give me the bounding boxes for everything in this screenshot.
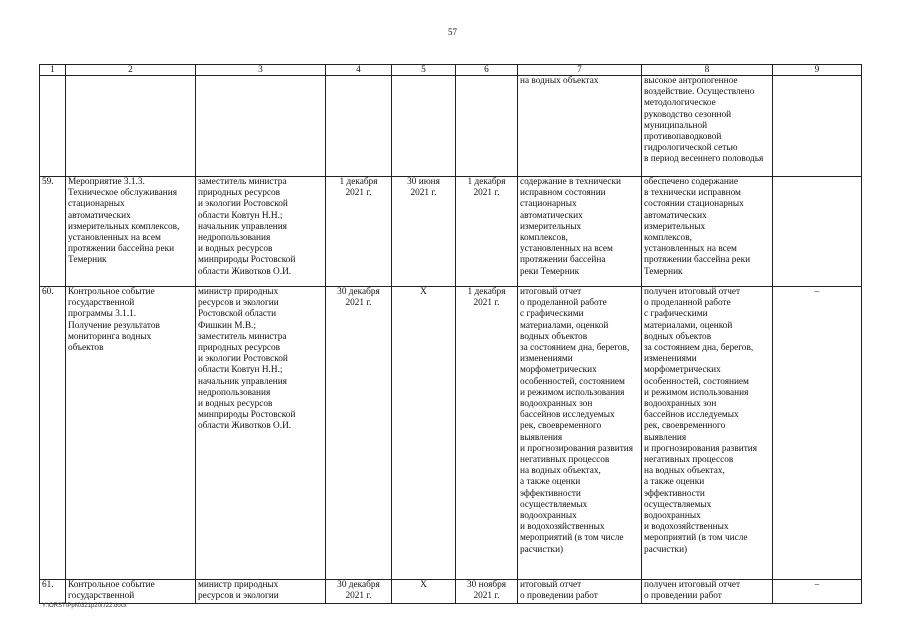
expected-result: содержание в технически исправном состоянии стационарных автоматических измерительных комплексов, установленных на всем протяжении бассейна реки Темерник bbox=[518, 177, 642, 287]
column-number: 1 bbox=[40, 65, 66, 76]
actual-result: обеспечено содержание в технически исправном состоянии стационарных автоматических измерительных комплексов, установленных на всем протяжении бассейна реки Темерник bbox=[642, 177, 773, 287]
planned-date: 1 декабря 2021 г. bbox=[456, 287, 518, 580]
row-number: 59. bbox=[40, 177, 66, 287]
row-number bbox=[40, 76, 66, 177]
end-date: Х bbox=[392, 580, 456, 604]
planned-date bbox=[456, 76, 518, 177]
column-number: 8 bbox=[642, 65, 773, 76]
file-path-footer: Y:\ORST\Ppi\0321p20l.f22.docx bbox=[42, 603, 127, 609]
event-name bbox=[66, 76, 196, 177]
start-date: 30 декабря 2021 г. bbox=[326, 580, 392, 604]
end-date: 30 июня 2021 г. bbox=[392, 177, 456, 287]
table-row bbox=[40, 287, 862, 580]
planned-date: 30 ноября 2021 г. bbox=[456, 580, 518, 604]
page-number: 57 bbox=[448, 27, 457, 37]
table-row bbox=[40, 580, 862, 604]
note bbox=[773, 76, 862, 177]
planned-date: 1 декабря 2021 г. bbox=[456, 177, 518, 287]
responsible: министр природных ресурсов и экологии Ростовской области Фишкин М.В.; заместитель министра природных ресурсов и экологии Ростовской области Ковтун Н.Н.; начальник управления недропользования и водных ресурсов минприроды Ростовской области Животков О.И. bbox=[196, 287, 326, 580]
column-number: 3 bbox=[196, 65, 326, 76]
end-date bbox=[392, 76, 456, 177]
note bbox=[773, 177, 862, 287]
expected-result: итоговый отчет о проведении работ bbox=[518, 580, 642, 604]
row-number: 60. bbox=[40, 287, 66, 580]
column-number: 9 bbox=[773, 65, 862, 76]
column-number: 7 bbox=[518, 65, 642, 76]
actual-result: высокое антропогенное воздействие. Осуществлено методологическое руководство сезонной муниципальной противопаводковой гидрологической сетью в период весеннего половодья bbox=[642, 76, 773, 177]
column-number: 6 bbox=[456, 65, 518, 76]
row-number: 61. bbox=[40, 580, 66, 604]
events-table bbox=[39, 64, 862, 604]
expected-result: итоговый отчет о проделанной работе с графическими материалами, оценкой водных объектов за состоянием дна, берегов, изменениями морфометрических особенностей, состоянием и режимом использования водоохранных зон бассейнов исследуемых рек, своевременного выявления и прогнозирования развития негативных процессов на водных объектах, а также оценки эффективности осуществляемых водоохранных и водохозяйственных мероприятий (в том числе расчистки) bbox=[518, 287, 642, 580]
actual-result: получен итоговый отчет о проведении работ bbox=[642, 580, 773, 604]
end-date: Х bbox=[392, 287, 456, 580]
event-name: Контрольное событие государственной bbox=[66, 580, 196, 604]
table-row bbox=[40, 76, 862, 177]
expected-result: на водных объектах bbox=[518, 76, 642, 177]
start-date: 30 декабря 2021 г. bbox=[326, 287, 392, 580]
responsible bbox=[196, 76, 326, 177]
actual-result: получен итоговый отчет о проделанной работе с графическими материалами, оценкой водных объектов за состоянием дна, берегов, изменениями морфометрических особенностей, состоянием и режимом использования водоохранных зон бассейнов исследуемых рек, своевременного выявления и прогнозирования развития негативных процессов на водных объектах, а также оценки эффективности осуществляемых водоохранных и водохозяйственных мероприятий (в том числе расчистки) bbox=[642, 287, 773, 580]
start-date bbox=[326, 76, 392, 177]
note: – bbox=[773, 580, 862, 604]
event-name: Мероприятие 3.1.3. Техническое обслуживания стационарных автоматических измерительных комплексов, установленных на всем протяжении бассейна реки Темерник bbox=[66, 177, 196, 287]
table-row bbox=[40, 177, 862, 287]
column-number: 4 bbox=[326, 65, 392, 76]
column-numbers-row bbox=[40, 65, 862, 76]
column-number: 5 bbox=[392, 65, 456, 76]
event-name: Контрольное событие государственной программы 3.1.1. Получение результатов мониторинга водных объектов bbox=[66, 287, 196, 580]
column-number: 2 bbox=[66, 65, 196, 76]
responsible: министр природных ресурсов и экологии bbox=[196, 580, 326, 604]
note: – bbox=[773, 287, 862, 580]
responsible: заместитель министра природных ресурсов и экологии Ростовской области Ковтун Н.Н.; начальник управления недропользования и водных ресурсов минприроды Ростовской области Животков О.И. bbox=[196, 177, 326, 287]
start-date: 1 декабря 2021 г. bbox=[326, 177, 392, 287]
